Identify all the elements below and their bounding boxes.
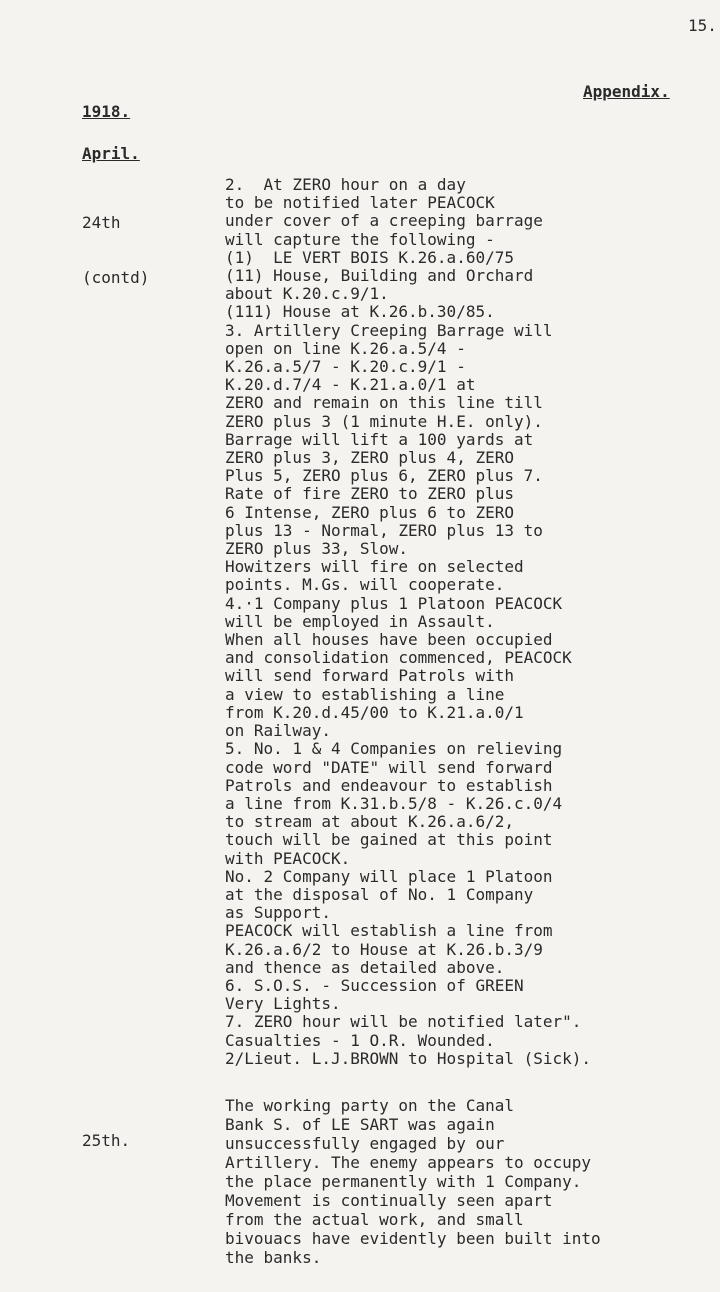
date-line: 24th: [82, 213, 121, 233]
text-line: a line from K.31.b.5/8 - K.26.c.0/4: [225, 793, 563, 813]
text-line: 7. ZERO hour will be notified later".: [225, 1012, 582, 1032]
date-line: (contd): [82, 268, 150, 288]
text-line: code word "DATE" will send forward: [225, 757, 553, 777]
text-line: ZERO plus 33, Slow.: [225, 539, 409, 559]
text-line: When all houses have been occupied: [225, 630, 553, 650]
text-line: Patrols and endeavour to establish: [225, 775, 553, 795]
text-line: the banks.: [225, 1248, 322, 1267]
text-line: on Railway.: [225, 721, 331, 741]
text-line: Casualties - 1 O.R. Wounded.: [225, 1030, 495, 1050]
text-line: 2/Lieut. L.J.BROWN to Hospital (Sick).: [225, 1048, 592, 1068]
text-line: to be notified later PEACOCK: [225, 193, 495, 213]
text-line: ZERO and remain on this line till: [225, 393, 543, 413]
text-line: and consolidation commenced, PEACOCK: [225, 648, 572, 668]
text-line: 4.·1 Company plus 1 Platoon PEACOCK: [225, 593, 563, 613]
text-line: points. M.Gs. will cooperate.: [225, 575, 505, 595]
text-line: plus 13 - Normal, ZERO plus 13 to: [225, 520, 543, 540]
text-line: (11) House, Building and Orchard: [225, 266, 534, 286]
text-line: K.20.d.7/4 - K.21.a.0/1 at: [225, 375, 476, 395]
text-line: and thence as detailed above.: [225, 957, 505, 977]
month-heading: April.: [82, 144, 140, 163]
entry-date-24th: [82, 178, 149, 324]
text-line: (111) House at K.26.b.30/85.: [225, 302, 495, 322]
text-line: a view to establishing a line: [225, 684, 505, 704]
text-line: Movement is continually seen apart: [225, 1191, 553, 1210]
text-line: Barrage will lift a 100 yards at: [225, 429, 534, 449]
page-number: 15.: [688, 16, 717, 35]
text-line: 3. Artillery Creeping Barrage will: [225, 320, 553, 340]
text-line: to stream at about K.26.a.6/2,: [225, 812, 514, 832]
text-line: about K.20.c.9/1.: [225, 284, 389, 304]
entry-text-24th: [225, 176, 591, 1068]
text-line: 2. At ZERO hour on a day: [225, 175, 466, 194]
text-line: 5. No. 1 & 4 Companies on relieving: [225, 739, 563, 759]
text-line: touch will be gained at this point: [225, 830, 553, 850]
text-line: will be employed in Assault.: [225, 611, 495, 631]
text-line: (1) LE VERT BOIS K.26.a.60/75: [225, 247, 514, 267]
text-line: under cover of a creeping barrage: [225, 211, 543, 231]
date-line: 25th.: [82, 1131, 131, 1151]
text-line: K.26.a.5/7 - K.20.c.9/1 -: [225, 357, 466, 377]
entry-text-25th: [225, 1096, 601, 1267]
text-line: ZERO plus 3 (1 minute H.E. only).: [225, 411, 543, 431]
text-line: from K.20.d.45/00 to K.21.a.0/1: [225, 702, 524, 722]
text-line: ZERO plus 3, ZERO plus 4, ZERO: [225, 448, 514, 468]
text-line: The working party on the Canal: [225, 1096, 514, 1115]
text-line: Rate of fire ZERO to ZERO plus: [225, 484, 514, 504]
text-line: at the disposal of No. 1 Company: [225, 884, 534, 904]
text-line: the place permanently with 1 Company.: [225, 1172, 582, 1191]
text-line: will capture the following -: [225, 229, 495, 249]
text-line: will send forward Patrols with: [225, 666, 514, 686]
text-line: Artillery. The enemy appears to occupy: [225, 1153, 592, 1172]
text-line: No. 2 Company will place 1 Platoon: [225, 866, 553, 886]
text-line: from the actual work, and small: [225, 1210, 524, 1229]
text-line: PEACOCK will establish a line from: [225, 921, 553, 941]
text-line: K.26.a.6/2 to House at K.26.b.3/9: [225, 939, 543, 959]
text-line: open on line K.26.a.5/4 -: [225, 338, 466, 358]
text-line: Very Lights.: [225, 994, 341, 1014]
year-heading: 1918.: [82, 102, 131, 121]
text-line: as Support.: [225, 903, 331, 923]
text-line: 6 Intense, ZERO plus 6 to ZERO: [225, 502, 514, 522]
text-line: Plus 5, ZERO plus 6, ZERO plus 7.: [225, 466, 543, 486]
text-line: Howitzers will fire on selected: [225, 557, 524, 577]
appendix-heading: Appendix.: [583, 82, 670, 101]
text-line: unsuccessfully engaged by our: [225, 1134, 505, 1153]
text-line: bivouacs have evidently been built into: [225, 1229, 601, 1248]
text-line: Bank S. of LE SART was again: [225, 1115, 495, 1134]
text-line: 6. S.O.S. - Succession of GREEN: [225, 975, 524, 995]
entry-date-25th: [82, 1096, 130, 1187]
text-line: with PEACOCK.: [225, 848, 351, 868]
